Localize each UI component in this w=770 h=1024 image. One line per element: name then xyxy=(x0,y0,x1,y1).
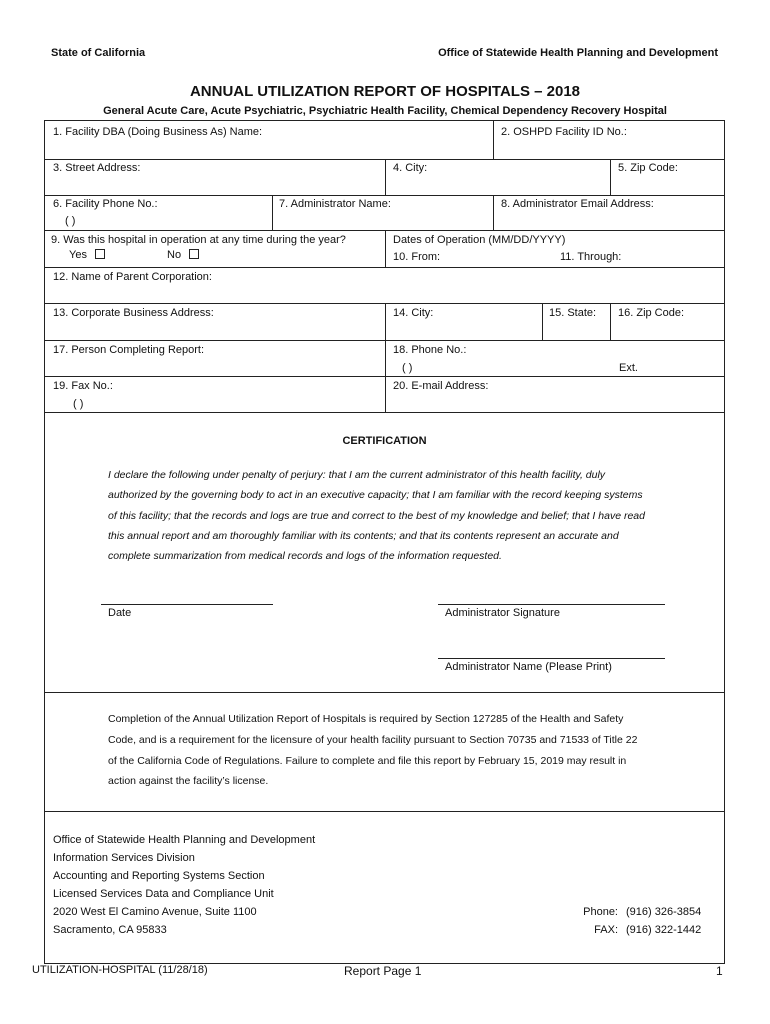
phone-label: Phone: xyxy=(583,906,618,918)
administrator-name-field[interactable]: 7. Administrator Name: xyxy=(279,198,391,210)
signature-line[interactable] xyxy=(438,604,665,605)
no-label: No xyxy=(167,249,182,261)
facility-phone-area-code: ( ) xyxy=(65,215,76,227)
col-divider xyxy=(542,303,543,340)
col-divider xyxy=(385,340,386,412)
facility-id-field[interactable]: 2. OSHPD Facility ID No.: xyxy=(501,126,627,138)
col-divider xyxy=(610,159,611,195)
no-option[interactable] xyxy=(167,249,199,261)
printed-name-label: Administrator Name (Please Print) xyxy=(445,661,612,673)
facility-name-field[interactable]: 1. Facility DBA (Doing Business As) Name: xyxy=(53,126,263,138)
address-line: Information Services Division xyxy=(53,852,195,864)
yes-option[interactable] xyxy=(69,249,105,261)
printed-name-line[interactable] xyxy=(438,658,665,659)
row-divider xyxy=(45,412,724,413)
corporate-city-field[interactable]: 14. City: xyxy=(393,307,434,319)
col-divider xyxy=(272,195,273,230)
fax-label: FAX: xyxy=(594,924,618,936)
office-label: Office of Statewide Health Planning and Development xyxy=(438,47,718,59)
no-checkbox[interactable] xyxy=(189,249,199,259)
street-address-field[interactable]: 3. Street Address: xyxy=(53,162,141,174)
address-line: Sacramento, CA 95833 xyxy=(53,924,167,936)
dates-of-operation-label: Dates of Operation (MM/DD/YYYY) xyxy=(393,234,566,246)
phone-field[interactable]: 18. Phone No.: xyxy=(393,344,467,356)
signature-label: Administrator Signature xyxy=(445,607,560,619)
page-label: Report Page 1 xyxy=(344,964,422,978)
phone-number: (916) 326-3854 xyxy=(626,906,702,918)
city-field[interactable]: 4. City: xyxy=(393,162,428,174)
email-field[interactable]: 20. E-mail Address: xyxy=(393,380,489,392)
yes-checkbox[interactable] xyxy=(95,249,105,259)
address-line: 2020 West El Camino Avenue, Suite 1100 xyxy=(53,906,257,918)
operation-question: 9. Was this hospital in operation at any time during the year? xyxy=(51,234,346,246)
page-subtitle: General Acute Care, Acute Psychiatric, Psychiatric Health Facility, Chemical Dependency Recovery Hospital xyxy=(103,105,667,117)
col-divider xyxy=(385,159,386,195)
row-divider xyxy=(45,267,724,268)
page-title: ANNUAL UTILIZATION REPORT OF HOSPITALS – 2018 xyxy=(189,83,581,100)
page-number: 1 xyxy=(716,964,723,978)
zip-code-field[interactable]: 5. Zip Code: xyxy=(618,162,678,174)
fax-number: (916) 322-1442 xyxy=(626,924,702,936)
col-divider xyxy=(385,303,386,340)
facility-phone-field[interactable]: 6. Facility Phone No.: xyxy=(53,198,158,210)
col-divider xyxy=(610,303,611,340)
certification-text: I declare the following under penalty of perjury: that I am the current administrator of this health facility, duly authorized by the governing body to act in an executive capacity; that I am familiar with the record keeping systems of this facility; that the records and logs are true and correct to the best of my knowledge and belief; that I have read this annual report and am thoroughly familiar with its contents; and that its contents represent an accurate and complete summarization from medical records and logs of the information requested. xyxy=(108,469,645,563)
row-divider xyxy=(45,811,724,812)
contact-numbers xyxy=(560,903,701,939)
col-divider xyxy=(385,230,386,267)
certification-title: CERTIFICATION xyxy=(342,435,427,447)
legal-notice: Completion of the Annual Utilization Report of Hospitals is required by Section 127285 of the Health and Safety Code, and is a requirement for the licensure of your health facility pursuant to Section 70735 and 71533 of Title 22 of the California Code of Regulations. Failure to complete and file this report by February 15, 2019 may result in action against the facility’s license. xyxy=(108,713,638,788)
through-date-field[interactable]: 11. Through: xyxy=(560,251,622,263)
corporate-address-field[interactable]: 13. Corporate Business Address: xyxy=(53,307,214,319)
yes-label: Yes xyxy=(69,249,87,261)
date-label: Date xyxy=(108,607,132,619)
address-line: Accounting and Reporting Systems Section xyxy=(53,870,265,882)
row-divider xyxy=(45,195,724,196)
parent-corporation-field[interactable]: 12. Name of Parent Corporation: xyxy=(53,271,212,283)
col-divider xyxy=(493,121,494,159)
corporate-state-field[interactable]: 15. State: xyxy=(549,307,597,319)
fax-field[interactable]: 19. Fax No.: xyxy=(53,380,113,392)
date-line[interactable] xyxy=(101,604,273,605)
person-completing-field[interactable]: 17. Person Completing Report: xyxy=(53,344,205,356)
row-divider xyxy=(45,692,724,693)
state-label: State of California xyxy=(51,47,146,59)
phone-area-code: ( ) xyxy=(402,362,413,374)
from-date-field[interactable]: 10. From: xyxy=(393,251,441,263)
address-line: Office of Statewide Health Planning and Development xyxy=(53,834,316,846)
address-line: Licensed Services Data and Compliance Unit xyxy=(53,888,274,900)
form-id: UTILIZATION-HOSPITAL (11/28/18) xyxy=(32,964,208,976)
col-divider xyxy=(493,195,494,230)
report-form xyxy=(44,120,725,964)
phone-ext-label: Ext. xyxy=(619,362,638,374)
corporate-zip-field[interactable]: 16. Zip Code: xyxy=(618,307,685,319)
fax-area-code: ( ) xyxy=(73,398,84,410)
administrator-email-field[interactable]: 8. Administrator Email Address: xyxy=(501,198,654,210)
office-address xyxy=(53,831,315,939)
